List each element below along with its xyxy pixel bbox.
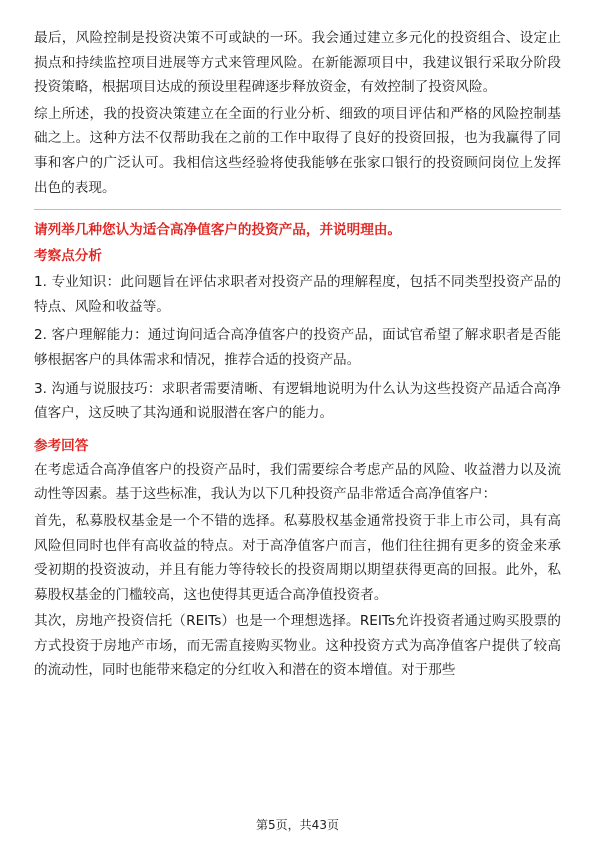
analysis-heading: 考察点分析 (34, 248, 102, 265)
page-number: 第5页，共43页 (256, 818, 339, 832)
analysis-item: 3. 沟通与说服技巧：求职者需要清晰、有逻辑地说明为什么认为这些投资产品适合高净值客户，这反映了其沟通和说服潜在客户的能力。 (34, 380, 561, 422)
answer-heading: 参考回答 (34, 437, 89, 454)
answer-paragraph: 首先，私募股权基金是一个不错的选择。私募股权基金通常投资于非上市公司，具有高风险但同时也伴有高收益的特点。对于高净值客户而言，他们往往拥有更多的资金来承受初期的投资波动，并且有能力等待较长的投资周期以期望获得更高的回报。此外，私募股权基金的门槛较高，这也使得其更适合高净值投资者。 (34, 512, 561, 603)
body-paragraph: 综上所述，我的投资决策建立在全面的行业分析、细致的项目评估和严格的风险控制基础之上。这种方法不仅帮助我在之前的工作中取得了良好的投资回报，也为我赢得了同事和客户的广泛认可。我相信这些经验将使我能够在张家口银行的投资顾问岗位上发挥出色的表现。 (34, 105, 561, 196)
answer-paragraph: 在考虑适合高净值客户的投资产品时，我们需要综合考虑产品的风险、收益潜力以及流动性等因素。基于这些标准，我认为以下几种投资产品非常适合高净值客户： (34, 461, 561, 503)
section-divider (34, 209, 561, 210)
page-footer (0, 816, 595, 833)
page-content (34, 26, 561, 685)
analysis-item: 2. 客户理解能力：通过询问适合高净值客户的投资产品，面试官希望了解求职者是否能够根据客户的具体需求和情况，推荐合适的投资产品。 (34, 327, 561, 368)
analysis-item: 1. 专业知识：此问题旨在评估求职者对投资产品的理解程度，包括不同类型投资产品的特点、风险和收益等。 (34, 274, 561, 315)
answer-paragraph: 其次，房地产投资信托（REITs）也是一个理想选择。REITs允许投资者通过购买股票的方式投资于房地产市场，而无需直接购买物业。这种投资方式为高净值客户提供了较高的流动性，同时也能带来稳定的分红收入和潜在的资本增值。对于那些 (34, 613, 561, 679)
body-paragraph: 最后，风险控制是投资决策不可或缺的一环。我会通过建立多元化的投资组合、设定止损点和持续监控项目进展等方式来管理风险。在新能源项目中，我建议银行采取分阶段投资策略，根据项目达成的预设里程碑逐步释放资金，有效控制了投资风险。 (34, 30, 561, 96)
question-title: 请列举几种您认为适合高净值客户的投资产品，并说明理由。 (34, 222, 402, 239)
